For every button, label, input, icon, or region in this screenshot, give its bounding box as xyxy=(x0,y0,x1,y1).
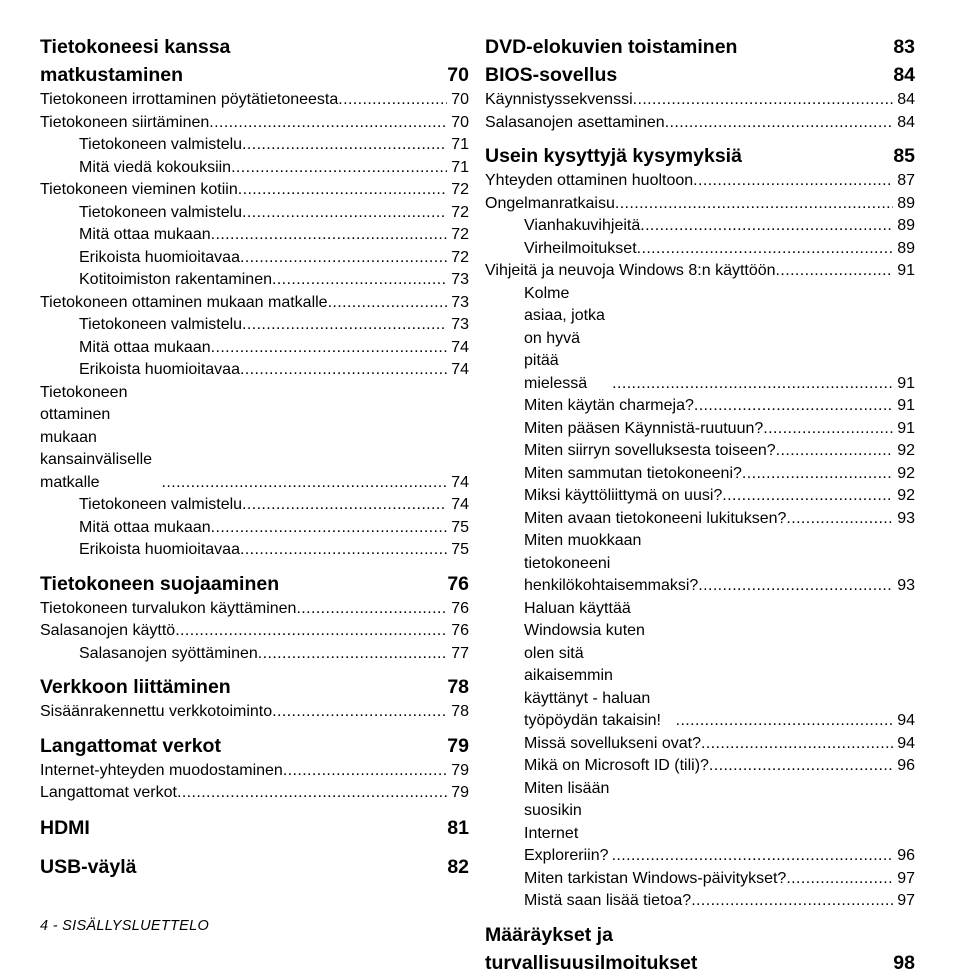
entry-page-number: 74 xyxy=(451,496,469,513)
toc-entry[interactable] xyxy=(485,238,915,261)
leader-dots xyxy=(240,539,447,562)
toc-entry[interactable] xyxy=(40,337,469,360)
leader-dots xyxy=(238,179,447,202)
entry-page-number: 91 xyxy=(897,397,915,414)
toc-section-heading[interactable] xyxy=(485,61,915,89)
section-title: Langattomat verkot xyxy=(40,734,221,757)
entry-page-number: 93 xyxy=(897,577,915,594)
entry-title: Mitä ottaa mukaan xyxy=(79,226,211,243)
entry-title: Miten siirryn sovelluksesta toiseen? xyxy=(524,442,776,459)
section-title: Tietokoneesi kanssa matkustaminen xyxy=(40,36,231,86)
entry-page-number: 72 xyxy=(451,181,469,198)
entry-page-number: 92 xyxy=(897,464,915,482)
entry-page-number: 89 xyxy=(897,239,915,257)
toc-entry[interactable] xyxy=(485,260,915,283)
entry-title: Erikoista huomioitavaa xyxy=(79,541,240,558)
entry-title: Tietokoneen valmistelu xyxy=(79,316,243,333)
toc-entry[interactable] xyxy=(485,440,915,463)
leader-dots xyxy=(240,359,447,382)
leader-dots xyxy=(633,89,894,112)
entry-title: Internet-yhteyden muodostaminen xyxy=(40,761,283,779)
toc-entry[interactable] xyxy=(485,530,915,598)
entry-page-number: 73 xyxy=(451,271,469,288)
section-page-number: 70 xyxy=(447,64,469,86)
entry-page-number: 87 xyxy=(897,172,915,189)
entry-page-number: 70 xyxy=(451,91,469,108)
entry-title: Tietokoneen ottaminen mukaan kansainväliselle matkalle xyxy=(40,383,153,491)
leader-dots xyxy=(283,760,447,783)
entry-page-number: 89 xyxy=(897,217,915,234)
toc-entry[interactable] xyxy=(40,269,469,292)
leader-dots xyxy=(242,202,447,225)
section-page-number: 85 xyxy=(893,145,916,167)
entry-title: Virheilmoitukset xyxy=(524,239,637,257)
leader-dots xyxy=(242,494,447,517)
entry-page-number: 74 xyxy=(451,338,469,356)
entry-page-number: 75 xyxy=(451,518,469,536)
entry-page-number: 91 xyxy=(897,419,915,437)
leader-dots xyxy=(701,733,893,756)
leader-dots xyxy=(272,269,447,292)
entry-title: Tietokoneen valmistelu xyxy=(79,136,243,153)
entry-page-number: 91 xyxy=(897,262,915,279)
entry-title: Salasanojen käyttö xyxy=(40,622,176,639)
toc-entry[interactable] xyxy=(485,170,915,193)
toc-column-right xyxy=(485,33,915,977)
section-title: Verkkoon liittäminen xyxy=(40,676,231,698)
leader-dots xyxy=(665,112,894,135)
leader-dots xyxy=(296,598,447,621)
entry-title: Tietokoneen siirtäminen xyxy=(40,113,210,131)
toc-entry[interactable] xyxy=(40,760,469,783)
section-page-number: 78 xyxy=(447,676,470,698)
leader-dots xyxy=(231,157,447,180)
entry-page-number: 93 xyxy=(897,509,915,527)
toc-entry[interactable] xyxy=(485,485,915,508)
toc-entry[interactable] xyxy=(40,643,469,666)
entry-title: Vihjeitä ja neuvoja Windows 8:n käyttöön xyxy=(485,262,776,279)
leader-dots xyxy=(722,485,893,508)
toc-entry[interactable] xyxy=(40,539,469,562)
toc-entry[interactable] xyxy=(40,224,469,247)
entry-page-number: 74 xyxy=(451,361,469,378)
entry-title: Salasanojen syöttäminen xyxy=(79,644,258,662)
entry-title: Tietokoneen ottaminen mukaan matkalle xyxy=(40,293,328,311)
section-page-number: 98 xyxy=(893,951,915,974)
leader-dots xyxy=(742,463,893,486)
leader-dots xyxy=(272,701,447,724)
entry-page-number: 94 xyxy=(897,712,915,729)
leader-dots xyxy=(211,224,448,247)
leader-dots xyxy=(177,782,447,805)
entry-page-number: 72 xyxy=(451,226,469,243)
leader-dots xyxy=(242,134,447,157)
entry-title: Mitä viedä kokouksiin xyxy=(79,158,232,176)
entry-title: Mikä on Microsoft ID (tili)? xyxy=(524,757,709,774)
page-footer: 4 - SISÄLLYSLUETTELO xyxy=(40,918,210,934)
entry-page-number: 75 xyxy=(451,541,469,558)
leader-dots xyxy=(162,472,448,495)
leader-dots xyxy=(763,418,893,441)
entry-title: Tietokoneen turvalukon käyttäminen xyxy=(40,599,297,617)
toc-entry[interactable] xyxy=(40,247,469,270)
entry-title: Tietokoneen irrottaminen pöytätietoneesta xyxy=(40,91,339,108)
entry-page-number: 71 xyxy=(451,136,469,153)
toc-section-heading[interactable] xyxy=(40,853,469,881)
toc-entry[interactable] xyxy=(40,782,469,805)
toc-entry[interactable] xyxy=(485,778,915,868)
entry-title: Miten käytän charmeja? xyxy=(524,397,694,414)
entry-page-number: 73 xyxy=(451,293,469,311)
entry-title: Miten sammutan tietokoneeni? xyxy=(524,464,742,482)
toc-entry[interactable] xyxy=(40,517,469,540)
entry-page-number: 94 xyxy=(897,734,915,752)
leader-dots xyxy=(338,89,447,112)
leader-dots xyxy=(691,890,893,913)
toc-section-heading[interactable] xyxy=(40,33,469,89)
leader-dots xyxy=(328,292,448,315)
leader-dots xyxy=(786,508,893,531)
toc-entry[interactable] xyxy=(485,418,915,441)
toc-entry[interactable] xyxy=(40,314,469,337)
entry-page-number: 92 xyxy=(897,487,915,504)
section-page-number: 83 xyxy=(893,36,916,58)
toc-entry[interactable] xyxy=(40,292,469,315)
section-title: Tietokoneen suojaaminen xyxy=(40,572,280,595)
entry-page-number: 79 xyxy=(451,761,469,779)
toc-entry[interactable] xyxy=(40,620,469,643)
leader-dots xyxy=(776,440,894,463)
leader-dots xyxy=(211,337,448,360)
section-title: DVD-elokuvien toistaminen xyxy=(485,36,738,58)
entry-title: Erikoista huomioitavaa xyxy=(79,361,240,378)
toc-column-left xyxy=(40,33,469,881)
toc-section-heading[interactable] xyxy=(40,814,469,842)
leader-dots xyxy=(776,260,894,283)
entry-page-number: 78 xyxy=(451,703,469,720)
section-page-number: 84 xyxy=(893,64,916,86)
entry-page-number: 92 xyxy=(897,442,915,459)
entry-title: Haluan käyttää Windowsia kuten olen sitä aikaisemmin käyttänyt - haluan työpöydän takaisin! xyxy=(524,599,661,729)
entry-page-number: 74 xyxy=(451,473,469,491)
toc-entry[interactable] xyxy=(485,395,915,418)
section-title: USB-väylä xyxy=(40,855,137,878)
leader-dots xyxy=(240,247,447,270)
entry-page-number: 96 xyxy=(897,757,915,774)
toc-entry[interactable] xyxy=(485,193,915,216)
entry-page-number: 71 xyxy=(451,158,469,176)
entry-page-number: 73 xyxy=(451,316,469,333)
entry-page-number: 91 xyxy=(897,374,915,392)
entry-title: Sisäänrakennettu verkkotoiminto xyxy=(40,703,273,720)
entry-page-number: 89 xyxy=(897,194,915,212)
entry-page-number: 70 xyxy=(451,113,469,131)
toc-entry[interactable] xyxy=(485,463,915,486)
leader-dots xyxy=(637,238,894,261)
toc-entry[interactable] xyxy=(485,508,915,531)
entry-title: Missä sovellukseni ovat? xyxy=(524,734,701,752)
entry-page-number: 79 xyxy=(451,784,469,801)
toc-entry[interactable] xyxy=(40,157,469,180)
leader-dots xyxy=(698,575,893,598)
leader-dots xyxy=(175,620,447,643)
entry-page-number: 84 xyxy=(897,91,915,108)
toc-entry[interactable] xyxy=(485,89,915,112)
section-title: HDMI xyxy=(40,816,90,839)
entry-title: Miten lisään suosikin Internet Exploreriin? xyxy=(524,779,610,864)
toc-entry[interactable] xyxy=(485,755,915,778)
section-page-number: 82 xyxy=(447,855,470,878)
leader-dots xyxy=(694,395,893,418)
entry-title: Ongelmanratkaisu xyxy=(485,194,615,212)
toc-section-heading[interactable] xyxy=(40,673,469,701)
toc-entry[interactable] xyxy=(40,598,469,621)
toc-entry[interactable] xyxy=(485,598,915,733)
entry-page-number: 96 xyxy=(897,847,915,864)
entry-page-number: 77 xyxy=(451,644,469,662)
leader-dots xyxy=(612,373,893,396)
toc-entry[interactable] xyxy=(485,890,915,913)
entry-title: Mitä ottaa mukaan xyxy=(79,518,211,536)
entry-page-number: 97 xyxy=(897,892,915,909)
entry-title: Salasanojen asettaminen xyxy=(485,113,665,131)
entry-title: Tietokoneen valmistelu xyxy=(79,496,243,513)
entry-page-number: 84 xyxy=(897,113,915,131)
toc-entry[interactable] xyxy=(40,112,469,135)
entry-page-number: 97 xyxy=(897,869,915,887)
toc-entry[interactable] xyxy=(485,283,915,396)
toc-entry[interactable] xyxy=(40,202,469,225)
section-title: Usein kysyttyjä kysymyksiä xyxy=(485,145,742,167)
leader-dots xyxy=(693,170,893,193)
toc-section-heading[interactable] xyxy=(485,921,915,977)
entry-title: Tietokoneen vieminen kotiin xyxy=(40,181,238,198)
entry-title: Miksi käyttöliittymä on uusi? xyxy=(524,487,723,504)
toc-entry[interactable] xyxy=(40,382,469,495)
entry-title: Miten tarkistan Windows-päivitykset? xyxy=(524,869,787,887)
entry-title: Erikoista huomioitavaa xyxy=(79,248,240,266)
entry-title: Vianhakuvihjeitä xyxy=(524,217,641,234)
entry-title: Mitä ottaa mukaan xyxy=(79,338,211,356)
leader-dots xyxy=(786,868,893,891)
toc-section-heading[interactable] xyxy=(485,33,915,61)
leader-dots xyxy=(676,710,894,733)
entry-title: Kotitoimiston rakentaminen xyxy=(79,271,272,288)
section-page-number: 79 xyxy=(447,734,469,757)
entry-title: Mistä saan lisää tietoa? xyxy=(524,892,692,909)
entry-title: Miten avaan tietokoneeni lukituksen? xyxy=(524,509,787,527)
toc-section-heading[interactable] xyxy=(40,732,469,760)
entry-title: Miten muokkaan tietokoneeni henkilökohtaisemmaksi? xyxy=(524,532,699,594)
leader-dots xyxy=(258,643,447,666)
toc-entry[interactable] xyxy=(485,868,915,891)
entry-title: Kolme asiaa, jotka on hyvä pitää mielessä xyxy=(524,284,605,392)
entry-page-number: 72 xyxy=(451,203,469,221)
leader-dots xyxy=(242,314,447,337)
toc-section-heading[interactable] xyxy=(485,142,915,170)
toc-entry[interactable] xyxy=(40,359,469,382)
toc-entry[interactable] xyxy=(40,701,469,724)
leader-dots xyxy=(615,193,893,216)
entry-title: Yhteyden ottaminen huoltoon xyxy=(485,172,694,189)
leader-dots xyxy=(209,112,447,135)
leader-dots xyxy=(211,517,448,540)
toc-entry[interactable] xyxy=(40,89,469,112)
section-title: Määräykset ja turvallisuusilmoitukset xyxy=(485,923,698,974)
section-title: BIOS-sovellus xyxy=(485,64,618,86)
entry-title: Tietokoneen valmistelu xyxy=(79,203,243,221)
section-page-number: 76 xyxy=(447,572,470,595)
entry-title: Käynnistyssekvenssi xyxy=(485,91,633,108)
leader-dots xyxy=(709,755,893,778)
entry-title: Miten pääsen Käynnistä-ruutuun? xyxy=(524,419,764,437)
toc-entry[interactable] xyxy=(485,112,915,135)
toc-entry[interactable] xyxy=(40,494,469,517)
leader-dots xyxy=(612,845,894,868)
entry-page-number: 76 xyxy=(451,599,469,617)
toc-entry[interactable] xyxy=(40,134,469,157)
entry-title: Langattomat verkot xyxy=(40,784,177,801)
toc-entry[interactable] xyxy=(485,215,915,238)
entry-page-number: 72 xyxy=(451,248,469,266)
entry-page-number: 76 xyxy=(451,622,469,639)
toc-section-heading[interactable] xyxy=(40,570,469,598)
leader-dots xyxy=(640,215,893,238)
toc-entry[interactable] xyxy=(485,733,915,756)
section-page-number: 81 xyxy=(447,816,469,839)
toc-entry[interactable] xyxy=(40,179,469,202)
